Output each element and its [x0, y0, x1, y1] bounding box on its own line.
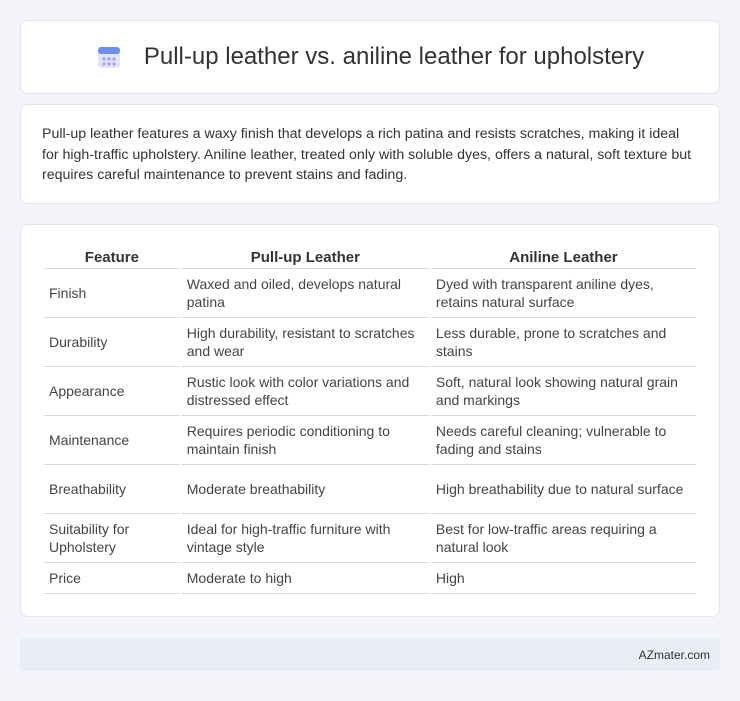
header-aniline-leather: Aniline Leather [431, 245, 696, 269]
cell-aniline: Best for low-traffic areas requiring a natural look [431, 514, 696, 563]
table-row [44, 269, 696, 318]
header-feature: Feature [44, 245, 180, 269]
footer-site-link[interactable]: AZmater.com [638, 647, 710, 662]
cell-feature: Suitability for Upholstery [44, 514, 180, 563]
cell-feature: Breathability [44, 465, 180, 514]
cell-aniline: Dyed with transparent aniline dyes, retains natural surface [431, 269, 696, 318]
cell-feature: Appearance [44, 367, 180, 416]
cell-pull-up: Rustic look with color variations and distressed effect [182, 367, 429, 416]
cell-pull-up: Waxed and oiled, develops natural patina [182, 269, 429, 318]
cell-aniline: High breathability due to natural surface [431, 465, 696, 514]
cell-feature: Finish [44, 269, 180, 318]
cell-aniline: High [431, 563, 696, 594]
cell-feature: Maintenance [44, 416, 180, 465]
title-card [20, 20, 720, 94]
comparison-table [42, 245, 698, 594]
cell-pull-up: High durability, resistant to scratches and wear [182, 318, 429, 367]
calendar-icon [96, 44, 122, 70]
table-header-row [44, 245, 696, 269]
page-title: Pull-up leather vs. aniline leather for upholstery [143, 43, 645, 70]
footer-bar [20, 638, 720, 671]
table-row [44, 563, 696, 594]
table-card [20, 224, 720, 617]
table-row [44, 416, 696, 465]
table-row [44, 367, 696, 416]
table-row [44, 514, 696, 563]
cell-aniline: Soft, natural look showing natural grain and markings [431, 367, 696, 416]
cell-pull-up: Moderate to high [182, 563, 429, 594]
table-row [44, 318, 696, 367]
table-row [44, 465, 696, 514]
cell-pull-up: Moderate breathability [182, 465, 429, 514]
intro-card [20, 104, 720, 204]
cell-aniline: Needs careful cleaning; vulnerable to fading and stains [431, 416, 696, 465]
cell-feature: Price [44, 563, 180, 594]
cell-pull-up: Requires periodic conditioning to maintain finish [182, 416, 429, 465]
cell-feature: Durability [44, 318, 180, 367]
header-pull-up-leather: Pull-up Leather [182, 245, 429, 269]
cell-pull-up: Ideal for high-traffic furniture with vintage style [182, 514, 429, 563]
cell-aniline: Less durable, prone to scratches and stains [431, 318, 696, 367]
intro-text: Pull-up leather features a waxy finish that develops a rich patina and resists scratches, making it ideal for high-traffic upholstery. Aniline leather, treated only with soluble dyes, offers a natural, soft texture but requires careful maintenance to prevent stains and fading. [42, 126, 692, 183]
